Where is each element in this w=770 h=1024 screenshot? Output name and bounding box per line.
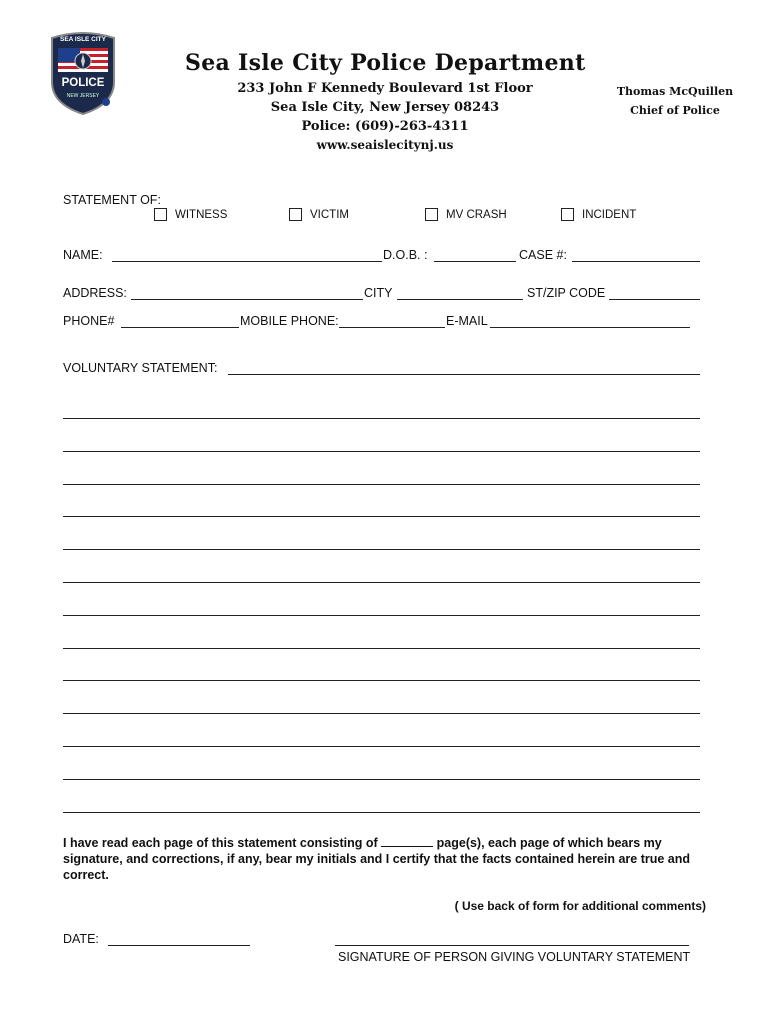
- address-label: ADDRESS:: [63, 286, 127, 300]
- phone-line: Police: (609)-263-4311: [301, 119, 469, 134]
- mv-crash-checkbox-group[interactable]: [425, 208, 507, 221]
- mobile-field[interactable]: [339, 327, 445, 328]
- statement-line[interactable]: [63, 451, 700, 452]
- date-label: DATE:: [63, 932, 99, 946]
- name-field[interactable]: [112, 261, 382, 262]
- statement-line[interactable]: [63, 812, 700, 813]
- case-label: CASE #:: [519, 248, 567, 262]
- city-field[interactable]: [397, 299, 523, 300]
- case-field[interactable]: [572, 261, 700, 262]
- badge-main-text: POLICE: [61, 77, 105, 89]
- police-badge-logo: [48, 30, 118, 116]
- city-label: CITY: [364, 286, 393, 300]
- stzip-field[interactable]: [609, 299, 700, 300]
- certification-text: [63, 835, 708, 883]
- incident-checkbox-group[interactable]: [561, 208, 636, 221]
- mv-crash-label: MV CRASH: [446, 209, 507, 221]
- incident-label: INCIDENT: [582, 209, 637, 221]
- witness-checkbox-group[interactable]: [154, 208, 227, 221]
- website-line: www.seaislecitynj.us: [316, 138, 454, 152]
- stzip-label: ST/ZIP CODE: [527, 286, 606, 300]
- badge-top-text: SEA ISLE CITY: [60, 36, 106, 43]
- badge-bottom-text: NEW JERSEY: [66, 93, 100, 99]
- statement-line[interactable]: [63, 648, 700, 649]
- statement-line[interactable]: [63, 549, 700, 550]
- incident-checkbox[interactable]: [561, 208, 574, 221]
- statement-line[interactable]: [63, 779, 700, 780]
- statement-line[interactable]: [63, 484, 700, 485]
- mv-crash-checkbox[interactable]: [425, 208, 438, 221]
- certification-part-1: I have read each page of this statement consisting of: [63, 836, 378, 850]
- victim-checkbox-group[interactable]: [289, 208, 349, 221]
- phone-label: PHONE#: [63, 314, 115, 328]
- dob-field[interactable]: [434, 261, 516, 262]
- phone-field[interactable]: [121, 327, 239, 328]
- email-field[interactable]: [490, 327, 690, 328]
- chief-title: Chief of Police: [630, 104, 720, 117]
- mobile-label: MOBILE PHONE:: [240, 314, 339, 328]
- page-count-field[interactable]: [381, 836, 433, 847]
- signature-field[interactable]: [335, 945, 689, 946]
- statement-of-label: STATEMENT OF:: [63, 193, 161, 207]
- address-field[interactable]: [131, 299, 363, 300]
- name-label: NAME:: [63, 248, 103, 262]
- statement-line[interactable]: [63, 418, 700, 419]
- department-title: Sea Isle City Police Department: [185, 50, 586, 76]
- statement-line[interactable]: [63, 582, 700, 583]
- statement-line-0[interactable]: [228, 374, 700, 375]
- victim-label: VICTIM: [310, 209, 349, 221]
- witness-label: WITNESS: [175, 209, 228, 221]
- victim-checkbox[interactable]: [289, 208, 302, 221]
- date-field[interactable]: [108, 945, 250, 946]
- voluntary-statement-label: VOLUNTARY STATEMENT:: [63, 361, 218, 375]
- signature-label: SIGNATURE OF PERSON GIVING VOLUNTARY STATEMENT: [338, 950, 691, 964]
- chief-name: Thomas McQuillen: [616, 85, 734, 98]
- statement-line[interactable]: [63, 680, 700, 681]
- statement-line[interactable]: [63, 615, 700, 616]
- statement-line[interactable]: [63, 713, 700, 714]
- address-line-1: 233 John F Kennedy Boulevard 1st Floor: [237, 81, 533, 96]
- certification-part-2: page(s), each page of which bears my signature, and corrections, if any, bear my initials and I certify that the facts contained herein are true and correct.: [63, 836, 691, 882]
- statement-line[interactable]: [63, 746, 700, 747]
- witness-checkbox[interactable]: [154, 208, 167, 221]
- statement-line[interactable]: [63, 516, 700, 517]
- address-line-2: Sea Isle City, New Jersey 08243: [270, 100, 500, 115]
- back-of-form-note: ( Use back of form for additional comments): [454, 899, 706, 913]
- email-label: E-MAIL: [446, 314, 488, 328]
- dob-label: D.O.B. :: [383, 248, 428, 262]
